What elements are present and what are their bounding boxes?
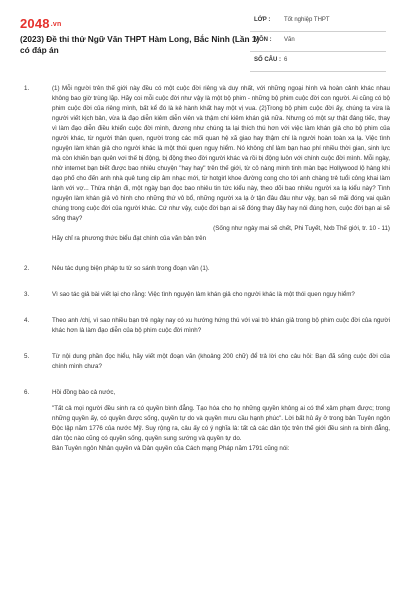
question-number: 4. bbox=[24, 317, 30, 324]
question-list bbox=[24, 84, 390, 470]
question-text: Vì sao tác giả bài viết lại cho rằng: Việc tình nguyện làm khán giả cho người khác là một thói quen nguy hiểm? bbox=[52, 291, 355, 298]
question-item bbox=[24, 264, 390, 274]
question-number: 1. bbox=[24, 85, 30, 92]
question-item bbox=[24, 388, 390, 454]
question-number: 3. bbox=[24, 291, 30, 298]
meta-row-class bbox=[250, 12, 386, 32]
meta-value: Văn bbox=[284, 37, 295, 43]
passage-source: (Sống như ngày mai sẽ chết, Phi Tuyết, Nxb Thế giới, tr. 10 - 11) bbox=[213, 225, 390, 232]
meta-value: Tốt nghiệp THPT bbox=[284, 17, 330, 23]
question-item bbox=[24, 84, 390, 244]
question-text: Nêu tác dụng biện pháp tu từ so sánh trong đoạn văn (1). bbox=[52, 265, 210, 272]
question-item bbox=[24, 316, 390, 336]
site-logo[interactable] bbox=[20, 16, 61, 31]
logo-text: 2048 bbox=[20, 16, 50, 31]
question-item bbox=[24, 290, 390, 300]
meta-row-subject bbox=[250, 32, 386, 52]
question-number: 6. bbox=[24, 389, 30, 396]
meta-row-count bbox=[250, 52, 386, 72]
meta-label: SỐ CÂU : bbox=[254, 57, 281, 63]
question-text: Từ nội dung phần đọc hiểu, hãy viết một đoạn văn (khoảng 200 chữ) để trả lời cho câu hỏi: Bạn đã sống cuộc đời của chính mình chưa? bbox=[52, 353, 390, 370]
meta-table bbox=[250, 12, 386, 72]
question-text: Hồi đồng bào cả nước, bbox=[52, 389, 116, 396]
reading-passage: "Tất cả mọi người đều sinh ra có quyền bình đẳng. Tạo hóa cho họ những quyền không ai có thể xâm phạm được; trong những quyền ấy, có quyền được sống, quyền tự do và quyền mưu cầu hạnh phúc". Lời bất hủ ấy ở trong bản Tuyên ngôn Độc lập năm 1776 của nước Mỹ. Suy rộng ra, câu ấy có ý nghĩa là: tất cả các dân tộc trên thế giới đều sinh ra bình đẳng, dân tộc nào cũng có quyền sống, quyền sung sướng và quyền tự do. bbox=[52, 405, 390, 442]
page-title: (2023) Đề thi thử Ngữ Văn THPT Hàm Long, Bắc Ninh (Lần 1) có đáp án bbox=[20, 34, 260, 55]
meta-label: MÔN : bbox=[254, 37, 272, 43]
question-number: 2. bbox=[24, 265, 30, 272]
question-text: Theo anh /chị, vì sao nhiều bạn trẻ ngày nay có xu hướng hứng thú với vai trò khán giả trong bộ phim cuộc đời của người khác hơn là làm đạo diễn của bộ phim cuộc đời mình? bbox=[52, 317, 390, 334]
question-item bbox=[24, 352, 390, 372]
question-body bbox=[52, 388, 390, 454]
meta-value: 6 bbox=[284, 57, 288, 63]
reading-passage: (1) Mỗi người trên thế giới này đều có một cuộc đời riêng và duy nhất, với những ngoại hình và hoàn cảnh khác nhau không bao giờ trùng lặp. Hãy coi mỗi cuộc đời như vậy là một bộ phim - những bộ phim cuộc đời con người. Ai cũng có bộ phim cuộc đời của riêng mình, bất kể đó là kẻ hành khất hay một vị vua. (2)Trong bộ phim cuộc đời ấy, chúng ta vừa là người viết kịch bản, vừa là đạo diễn kiêm diễn viên và thậm chí kiêm khán giả nữa. Nhưng có một sự thật đáng tiếc, thay vì làm đạo diễn điều khiển cuộc đời mình, đương như chúng ta lại thích thú hơn với việc làm khán giả cho bộ phim của người khác, từ người thân quen, người trong các mối quan hệ xã giao hay thậm chí là người hoàn toàn xa lạ. Việc tình nguyện làm khán giả cho người khác là một thói quen nguy hiểm. Nó không chỉ làm bạn hao phí nhiều thời gian, sinh lực mà còn khiến bạn quên vơi thế bị động, bị động theo đời người khác và rồi bị động luôn với chính cuộc đời mình. Mỗi ngày, nhờ internet bạn biết được bao nhiêu chuyện "hay hay" trên thế giới, từ cô nàng minh tinh màn bạc Hollywood lộ hàng khi dạo phố cho đến anh nhà quê tung clip âm nhạc mới, từ hotgirl khoe đường cong cho tới anh chàng trẻ tuổi công khai làm lành với vợ... Thừa nhận đi, một ngày bạn đọc bao nhiêu tin tức kiểu này, theo dõi bao nhiêu người xa lạ kiểu này? Tình nguyện làm khán giả vô hình cho những thứ vô bổ, những người xa lạ ở tận đâu đâu như vậy, bạn sẽ mãi đóng vai quần chúng trong cuộc đời của người khác. Cứ như vậy, cuộc đời bạn ai sẽ đóng thay đây hay nói đúng hơn, cuộc đời bạn ai sẽ sống thay? bbox=[52, 85, 391, 222]
question-text: Hãy chỉ ra phương thức biểu đạt chính của văn bản trên bbox=[52, 235, 207, 242]
meta-label: LỚP : bbox=[254, 17, 271, 23]
logo-suffix: .vn bbox=[50, 21, 62, 29]
reading-passage-continued: Bản Tuyên ngôn Nhân quyền và Dân quyền của Cách mạng Pháp năm 1791 cũng nói: bbox=[52, 445, 290, 452]
header bbox=[0, 0, 400, 74]
question-number: 5. bbox=[24, 353, 30, 360]
question-body bbox=[52, 84, 390, 244]
